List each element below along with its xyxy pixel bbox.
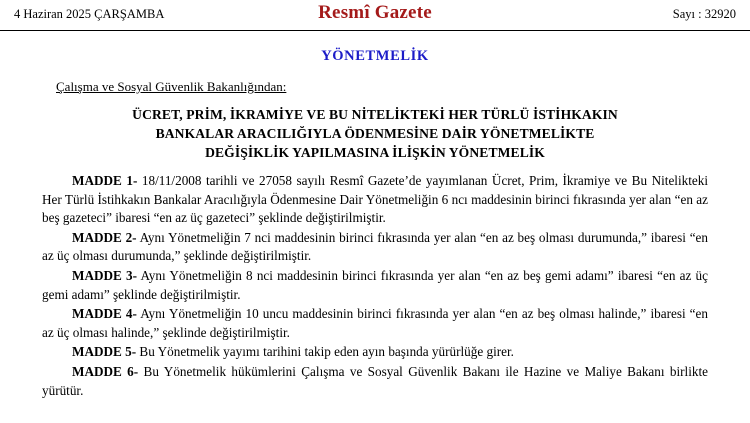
document-title-line-1: ÜCRET, PRİM, İKRAMİYE VE BU NİTELİKTEKİ HER TÜRLÜ İSTİHKAKIN <box>132 107 618 122</box>
article-paragraph <box>42 229 708 266</box>
article-paragraph <box>42 267 708 304</box>
publication-date: 4 Haziran 2025 ÇARŞAMBA <box>14 7 165 21</box>
article-text: Bu Yönetmelik hükümlerini Çalışma ve Sosyal Güvenlik Bakanı ile Hazine ve Maliye Bakanı birlikte yürütür. <box>42 363 708 398</box>
article-paragraph <box>42 305 708 342</box>
masthead <box>0 0 750 30</box>
article-label: MADDE 4- <box>72 306 137 322</box>
article-text: Aynı Yönetmeliğin 8 nci maddesinin birinci fıkrasında yer alan “en az beş gemi adamı” ibaresi “en az üç gemi adamı” şeklinde değiştirilmiştir. <box>42 267 708 302</box>
article-text: 18/11/2008 tarihli ve 27058 sayılı Resmî Gazete’de yayımlanan Ücret, Prim, İkramiye ve Bu Nitelikteki Her Türlü İstihkakın Bankalar Aracılığıyla Ödenmesine Dair Yönetmeliğin 6 ncı maddesinin birinci fıkrasında yer alan “en az beş gazeteci” ibaresi “en az üç gazeteci” şeklinde değiştirilmiştir. <box>42 173 708 226</box>
article-label: MADDE 6- <box>72 363 139 379</box>
article-paragraph <box>42 172 708 228</box>
article-paragraph <box>42 343 708 362</box>
document-title-line-2: BANKALAR ARACILIĞIYLA ÖDENMESİNE DAİR YÖNETMELİKTE <box>155 126 595 141</box>
article-label: MADDE 1- <box>72 173 138 188</box>
article-text: Bu Yönetmelik yayımı tarihini takip eden ayın başında yürürlüğe girer. <box>136 344 514 360</box>
article-label: MADDE 5- <box>72 344 137 360</box>
document-body <box>0 30 750 400</box>
article-paragraph <box>42 363 708 400</box>
article-label: MADDE 3- <box>72 267 137 283</box>
document-type-heading: YÖNETMELİK <box>321 48 429 64</box>
document-title <box>44 105 706 162</box>
article-label: MADDE 2- <box>72 229 137 245</box>
issuing-authority: Çalışma ve Sosyal Güvenlik Bakanlığından: <box>56 79 287 94</box>
masthead-divider <box>0 30 750 31</box>
issue-number: Sayı : 32920 <box>672 7 736 21</box>
article-text: Aynı Yönetmeliğin 10 uncu maddesinin birinci fıkrasında yer alan “en az beş olması halinde,” ibaresi “en az üç olması halinde,” şeklinde değiştirilmiştir. <box>42 306 708 340</box>
document-title-line-3: DEĞİŞİKLİK YAPILMASINA İLİŞKİN YÖNETMELİK <box>205 145 545 160</box>
article-text: Aynı Yönetmeliğin 7 nci maddesinin birinci fıkrasında yer alan “en az beş olması durumunda,” ibaresi “en az üç olması durumunda,” şeklinde değiştirilmiştir. <box>42 229 708 264</box>
gazette-title: Resmî Gazete <box>318 2 432 23</box>
